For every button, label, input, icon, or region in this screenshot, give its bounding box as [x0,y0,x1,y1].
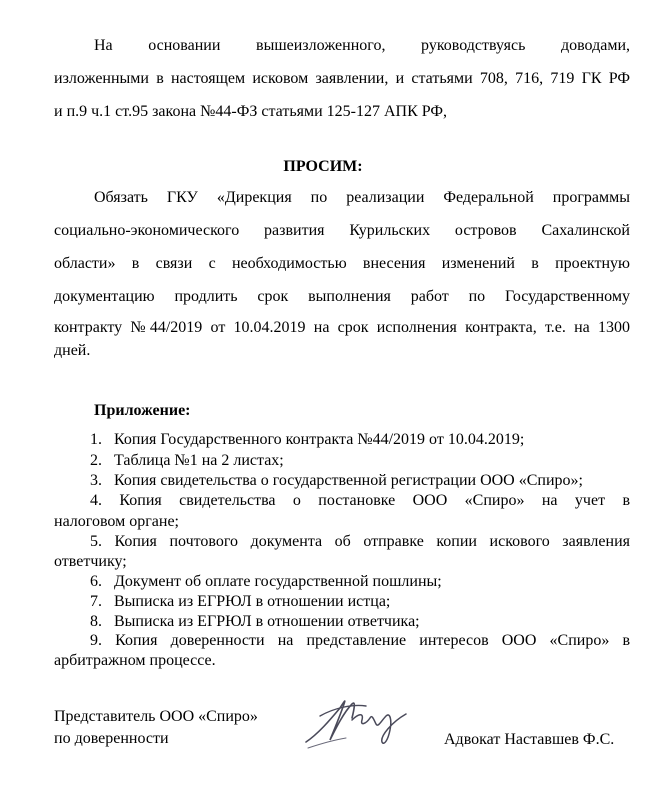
request-line-2: социально-экономического развития Курильских островов Сахалинской [54,222,630,239]
appendix-item-6 [90,572,442,592]
request-line-5: контракту №44/2019 от 10.04.2019 на срок исполнения контракта, т.е. на 1300 [54,319,630,336]
appendix-item-9 [90,631,630,651]
appendix-item-text: Копия свидетельства о государственной регистрации ООО «Спиро»; [114,472,583,489]
request-heading: ПРОСИМ: [283,158,363,175]
representative-title: Представитель ООО «Спиро» [54,708,258,725]
appendix-item-4 [90,491,630,511]
appendix-item-text: Копия доверенности на представление интересов ООО «Спиро» в [115,632,630,649]
appendix-item-3 [90,471,583,491]
appendix-item-2 [90,451,284,471]
appendix-item-number: 8. [90,613,102,630]
appendix-item-5 [90,532,630,552]
appendix-item-4-cont: налоговом органе; [54,513,179,530]
appendix-item-number: 1. [90,431,102,448]
appendix-item-9-cont: арбитражном процессе. [54,652,216,669]
appendix-item-7 [90,592,390,612]
appendix-item-number: 4. [90,492,102,509]
appendix-title: Приложение: [94,402,191,419]
intro-line-3: и п.9 ч.1 ст.95 закона №44-ФЗ статьями 125-127 АПК РФ, [54,103,448,120]
attorney-name: Адвокат Наставшев Ф.С. [444,731,615,748]
appendix-item-8 [90,612,420,632]
appendix-item-number: 2. [90,452,102,469]
appendix-item-number: 5. [90,533,102,550]
appendix-item-1 [90,430,524,450]
representative-basis: по доверенности [54,730,169,747]
appendix-item-text: Таблица №1 на 2 листах; [114,452,284,469]
request-line-4: документацию продлить срок выполнения работ по Государственному [54,288,630,305]
appendix-item-number: 3. [90,472,102,489]
appendix-item-text: Выписка из ЕГРЮЛ в отношении истца; [114,593,391,610]
appendix-item-text: Выписка из ЕГРЮЛ в отношении ответчика; [114,613,420,630]
appendix-item-text: Копия свидетельства о постановке ООО «Спиро» на учет в [119,492,631,509]
appendix-item-number: 9. [90,632,102,649]
request-line-3: области» в связи с необходимостью внесения изменений в проектную [54,255,630,272]
intro-line-1: На основании вышеизложенного, руководствуясь доводами, [94,37,630,54]
appendix-item-5-cont: ответчику; [54,553,127,570]
handwritten-signature [300,690,420,752]
intro-line-2: изложенными в настоящем исковом заявлении, и статьями 708, 716, 719 ГК РФ [54,70,630,87]
appendix-item-text: Документ об оплате государственной пошлины; [114,573,442,590]
appendix-item-text: Копия почтового документа об отправке копии искового заявления [114,533,631,550]
appendix-item-text: Копия Государственного контракта №44/2019 от 10.04.2019; [114,431,525,448]
request-line-6: дней. [54,342,91,359]
appendix-item-number: 6. [90,573,102,590]
appendix-item-number: 7. [90,593,102,610]
request-line-1: Обязать ГКУ «Дирекция по реализации Федеральной программы [94,189,630,206]
